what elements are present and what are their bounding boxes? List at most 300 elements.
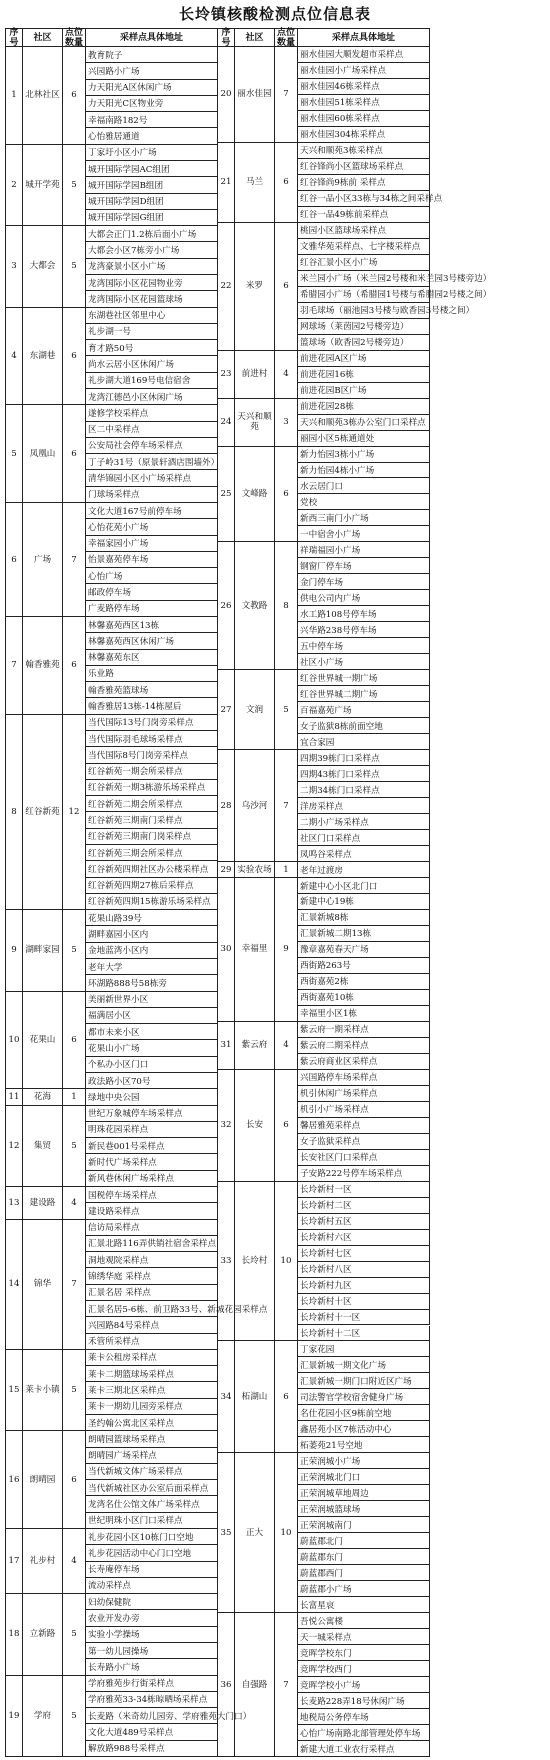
site-address: 社区小广场 [298,654,430,670]
site-address: 信访局采样点 [86,1220,218,1236]
site-address: 都市未来小区 [86,1024,218,1040]
site-address: 宜合家园 [298,734,430,750]
site-address: 学府雅苑33-34栋晾晒场采样点 [86,1692,218,1708]
site-address: 红谷世界城二期广场 [298,686,430,702]
row-number: 11 [6,1089,23,1105]
site-address: 竞晖学校西门 [298,1661,430,1677]
site-address: 红谷新苑四期社区办公楼采样点 [86,861,218,877]
community-name: 朗晴园 [23,1431,63,1529]
site-count: 6 [63,405,86,503]
site-address: 长坽新村七区 [298,1246,430,1262]
site-address: 清华锦园小区小广场采样点 [86,470,218,486]
site-address: 五中停车场 [298,638,430,654]
community-name: 北林社区 [23,47,63,145]
site-count: 7 [63,503,86,617]
site-count: 6 [275,143,298,223]
site-count: 5 [63,145,86,226]
community-name: 长安 [235,1070,275,1182]
row-number: 18 [6,1594,23,1675]
header-row-number: 序号 [218,29,235,47]
site-address: 紫云府商业区采样点 [298,1054,430,1070]
site-address: 洞地观院采样点 [86,1252,218,1268]
site-address: 湖畔嘉园小区内 [86,926,218,942]
site-address: 红谷新苑一期会所采样点 [86,764,218,780]
site-address: 红谷一品49栋前采样点 [298,207,430,223]
site-address: 长坽新村一区 [298,1182,430,1198]
site-address: 国税停车场采样点 [86,1187,218,1203]
site-address: 丁家圩小区小广场 [86,145,218,161]
site-count: 5 [63,1594,86,1675]
site-address: 丽水佳园大顺发超市采样点 [298,47,430,63]
site-address: 汇景北路116弄供销社宿舍采样点 [86,1236,218,1252]
row-number: 1 [6,47,23,145]
site-address: 钢窗厂停车场 [298,558,430,574]
site-address: 新民巷001号采样点 [86,1138,218,1154]
site-count: 5 [63,910,86,991]
site-address: 吾悦公寓楼 [298,1613,430,1629]
site-address: 区二中采样点 [86,422,218,438]
community-name: 幸福里 [235,878,275,1022]
site-address: 林馨嘉苑东区 [86,650,218,666]
site-address: 新时代广场采样点 [86,1154,218,1170]
site-address: 汇景新城一期文化广场 [298,1357,430,1373]
header-community: 社区 [23,29,63,47]
site-address: 老年大学 [86,959,218,975]
site-address: 门球场采样点 [86,487,218,503]
site-address: 龙湾江德邑小区休闲广场 [86,389,218,405]
site-address: 莱卡三期北区采样点 [86,1382,218,1398]
site-address: 机引小广场采样点 [298,1102,430,1118]
site-count: 7 [63,1220,86,1350]
site-address: 禾管所采样点 [86,1334,218,1350]
row-number: 23 [218,351,235,399]
site-address: 正荣润城小广场 [298,1453,430,1469]
site-address: 司法警官学校宿舍健身广场 [298,1389,430,1405]
site-address: 天一城采样点 [298,1629,430,1645]
community-name: 莱卡小镇 [23,1350,63,1431]
site-address: 丁家花园 [298,1341,430,1357]
site-count: 3 [275,399,298,447]
site-address: 希腊园小广场（希腊园1号楼与希腊园2号楼之间） [298,287,430,303]
site-address: 当代国际羽毛球场采样点 [86,731,218,747]
site-address: 凤鸣谷采样点 [298,846,430,862]
site-address: 心怡广场 [86,568,218,584]
community-name: 紫云府 [235,1022,275,1070]
site-count: 8 [275,542,298,670]
site-address: 红谷新苑一期3栋游乐场采样点 [86,780,218,796]
community-name: 天兴和顺苑 [235,399,275,447]
site-address: 怡景嘉苑停车场 [86,552,218,568]
site-address: 新力怡园3栋小广场 [298,447,430,463]
site-address: 公安局社会停车场采样点 [86,438,218,454]
site-address: 馨居雅苑采样点 [298,1118,430,1134]
community-name: 米罗 [235,223,275,351]
site-address: 前进花园B区广场 [298,383,430,399]
site-count: 6 [275,1070,298,1182]
site-count: 7 [275,1613,298,1757]
site-address: 莱卡公租房采样点 [86,1350,218,1366]
site-address: 林馨嘉苑西区休闲广场 [86,633,218,649]
site-address: 流动采样点 [86,1578,218,1594]
community-name: 建设路 [23,1187,63,1220]
community-name: 凤凰山 [23,405,63,503]
row-number: 14 [6,1220,23,1350]
site-count: 5 [63,1676,86,1757]
site-address: 莱卡一期幼儿园旁采样点 [86,1399,218,1415]
community-name: 广场 [23,503,63,617]
row-number: 7 [6,617,23,715]
site-address: 第一幼儿园操场 [86,1643,218,1659]
row-number: 34 [218,1341,235,1453]
site-address: 龙湾名仕公馆文体广场采样点 [86,1496,218,1512]
site-address: 汇景新城8栋 [298,910,430,926]
site-address: 农业开发办旁 [86,1610,218,1626]
community-name: 文润 [235,670,275,750]
header-site-count: 点位数量 [63,29,86,47]
site-address: 红谷新苑二期会所采样点 [86,796,218,812]
site-address: 蔚蓝郡西门 [298,1565,430,1581]
site-address: 个私办小区门口 [86,1057,218,1073]
site-address: 红谷新苑三期南门采样点 [86,812,218,828]
row-number: 8 [6,715,23,910]
site-address: 力天阳光A区休闲广场 [86,80,218,96]
site-address: 新风巷休闲广场采样点 [86,1171,218,1187]
site-address: 丽水佳园46栋采样点 [298,79,430,95]
site-address: 长安社区门口采样点 [298,1150,430,1166]
site-address: 二期34栋门口采样点 [298,782,430,798]
community-name: 花果山 [23,992,63,1090]
site-address: 世纪明珠小区门口采样点 [86,1513,218,1529]
site-address: 一中宿舍小广场 [298,526,430,542]
site-address: 女子监狱采样点 [298,1134,430,1150]
community-name: 文教路 [235,542,275,670]
site-address: 锦绣华庭 采样点 [86,1268,218,1284]
site-address: 圣约翰公寓北区采样点 [86,1415,218,1431]
site-address: 长富星哀 [298,1597,430,1613]
community-name: 前进村 [235,351,275,399]
site-address: 社区门口采样点 [298,830,430,846]
site-address: 长寿路小广场 [86,1659,218,1675]
row-number: 24 [218,399,235,447]
site-address: 竞晖学校小广场 [298,1677,430,1693]
site-address: 正荣润城篮球场 [298,1501,430,1517]
site-address: 长坽新村九区 [298,1278,430,1294]
site-address: 汇景新城一期门口附近区广场 [298,1373,430,1389]
community-name: 文峰路 [235,447,275,543]
row-number: 29 [218,862,235,878]
site-address: 城开国际学园B组团 [86,177,218,193]
site-count: 7 [275,750,298,862]
site-address: 乐业路 [86,666,218,682]
community-name: 实验农场 [235,862,275,878]
site-address: 红谷新苑四期27栋后采样点 [86,878,218,894]
header-row-number: 序号 [6,29,23,47]
site-address: 前进花园A区广场 [298,351,430,367]
site-address: 长坽新村五区 [298,1214,430,1230]
row-number: 19 [6,1676,23,1757]
site-address: 长坽新村十一区 [298,1310,430,1326]
site-count: 1 [63,1089,86,1105]
site-address: 西街嘉苑10栋 [298,990,430,1006]
site-address: 力天阳光C区物业旁 [86,96,218,112]
site-address: 当代国际8号门岗旁采样点 [86,747,218,763]
row-number: 27 [218,670,235,750]
community-name: 集贸 [23,1106,63,1187]
header-site-address: 采样点具体地址 [86,29,218,47]
site-address: 东湖巷社区邻里中心 [86,308,218,324]
site-address: 祥瑞福园小广场 [298,542,430,558]
site-address: 礼步湖一号 [86,324,218,340]
site-address: 新西三南门小广场 [298,510,430,526]
info-table [5,27,492,1757]
site-address: 文化大道167号前停车场 [86,503,218,519]
site-count: 1 [275,862,298,878]
site-address: 四期43栋门口采样点 [298,766,430,782]
site-address: 林馨嘉苑西区13栋 [86,617,218,633]
site-address: 天兴和顺苑3栋办公室门口采样点 [298,415,430,431]
site-address: 蔚蓝郡东门 [298,1549,430,1565]
site-count: 5 [63,226,86,307]
community-name: 乌沙河 [235,750,275,862]
community-name: 丽水佳园 [235,47,275,143]
community-name: 马兰 [235,143,275,223]
site-address: 当代新城文体广场采样点 [86,1464,218,1480]
site-address: 红谷新苑四期15栋游乐场采样点 [86,894,218,910]
site-address: 四期39栋门口采样点 [298,750,430,766]
row-number: 6 [6,503,23,617]
site-address: 正荣润城草地周边 [298,1485,430,1501]
site-address: 政法路小区70号 [86,1073,218,1089]
page-title: 长坽镇核酸检测点位信息表 [178,5,371,23]
site-count: 4 [275,1022,298,1070]
site-address: 红谷汇景小区小广场 [298,255,430,271]
site-count: 12 [63,715,86,910]
site-address: 米兰园小广场（米兰园2号楼和米兰园3号楼旁边） [298,271,430,287]
site-address: 心怡雅居通道 [86,128,218,144]
community-name: 长坽村 [235,1182,275,1342]
site-count: 6 [63,617,86,715]
community-name: 湖畔家园 [23,910,63,991]
site-address: 汇景名居 采样点 [86,1285,218,1301]
site-address: 长坽新村十区 [298,1294,430,1310]
site-address: 党校 [298,494,430,510]
site-address: 丽水佳园小广场采样点 [298,63,430,79]
site-address: 实验小学操场 [86,1627,218,1643]
community-name: 正大 [235,1453,275,1613]
site-address: 当代新城社区办公室后面采样点 [86,1480,218,1496]
site-address: 红谷新苑三期南门岗采样点 [86,829,218,845]
row-number: 10 [6,992,23,1090]
site-address: 地税局公务停车场 [298,1709,430,1725]
site-count: 6 [275,223,298,351]
row-number: 15 [6,1350,23,1431]
site-address: 长麦路（米奇幼儿园旁、学府雅苑大门口） [86,1708,218,1724]
site-address: 红谷世界城一期广场 [298,670,430,686]
site-count: 9 [275,878,298,1022]
site-address: 朗晴园篮球场采样点 [86,1431,218,1447]
site-address: 礼步花园活动中心门口空地 [86,1545,218,1561]
site-address: 兴园路小广场 [86,63,218,79]
site-address: 城开国际学园D组团 [86,194,218,210]
site-address: 新建中心19栋 [298,894,430,910]
community-name: 礼步村 [23,1529,63,1594]
site-address: 莱卡二期篮球场采样点 [86,1366,218,1382]
site-address: 城开国际学园G组团 [86,210,218,226]
site-address: 兴国路停车场采样点 [298,1070,430,1086]
row-number: 13 [6,1187,23,1220]
row-number: 30 [218,878,235,1022]
site-count: 4 [275,351,298,399]
site-address: 幸福南路182号 [86,112,218,128]
site-address: 解放路988号采样点 [86,1741,218,1757]
site-address: 百福嘉苑广场 [298,702,430,718]
site-address: 天兴和顺苑3栋采样点 [298,143,430,159]
site-address: 竞晖学校东门 [298,1645,430,1661]
site-address: 丽园小区5栋通道处 [298,431,430,447]
community-name: 翰香雅苑 [23,617,63,715]
site-address: 老年过渡房 [298,862,430,878]
row-number: 12 [6,1106,23,1187]
site-address: 城开国际学园AC组团 [86,161,218,177]
site-address: 二期小广场采样点 [298,814,430,830]
site-address: 柘萎苑21号空地 [298,1437,430,1453]
row-number: 31 [218,1022,235,1070]
site-address: 长麦路228弄18号休闲广场 [298,1693,430,1709]
row-number: 25 [218,447,235,543]
site-address: 大都会正门1.2栋后面小广场 [86,226,218,242]
site-address: 长坽新村六区 [298,1230,430,1246]
row-number: 26 [218,542,235,670]
site-address: 龙湾豪景小区小广场 [86,259,218,275]
site-address: 建设路采样点 [86,1203,218,1219]
site-address: 丁子岭31号（原景轩酒店围墙外） [86,454,218,470]
site-address: 长坽新村二区 [298,1198,430,1214]
site-address: 兴华路238号停车场 [298,622,430,638]
site-address: 紫云府一期采样点 [298,1022,430,1038]
row-number: 36 [218,1613,235,1757]
row-number: 35 [218,1453,235,1613]
site-count: 6 [63,992,86,1090]
site-address: 红谷锋尚9栋前 采样点 [298,175,430,191]
site-address: 西街嘉苑2栋 [298,974,430,990]
site-address: 兴园路84号采样点 [86,1317,218,1333]
site-address: 育才路50号 [86,340,218,356]
community-name: 自强路 [235,1613,275,1757]
site-address: 龙湾国际小区花园篮球场 [86,291,218,307]
site-address: 当代国际13号门岗旁采样点 [86,715,218,731]
site-address: 名仕花园小区9栋前空地 [298,1405,430,1421]
row-number: 9 [6,910,23,991]
site-address: 龙湾国际小区花园物业旁 [86,275,218,291]
site-address: 金门停车场 [298,574,430,590]
site-address: 长寿庵停车场 [86,1562,218,1578]
header-site-address: 采样点具体地址 [298,29,430,47]
site-count: 10 [275,1453,298,1613]
site-address: 大都会小区7栋旁小广场 [86,242,218,258]
site-count: 10 [275,1182,298,1342]
site-address: 红谷锋尚小区篮球场采样点 [298,159,430,175]
site-address: 篮球场（欧香园2号楼旁边） [298,335,430,351]
site-count: 5 [275,670,298,750]
site-address: 心怡花苑小广场 [86,519,218,535]
site-address: 礼步湖大道169号电信宿舍 [86,373,218,389]
site-address: 礼步花园小区10栋门口空地 [86,1529,218,1545]
site-count: 4 [63,1187,86,1220]
site-address: 尚水云居小区休闲广场 [86,356,218,372]
header-community: 社区 [235,29,275,47]
site-count: 6 [275,447,298,543]
site-address: 文化大道489号采样点 [86,1724,218,1740]
site-address: 丽水佳园51栋采样点 [298,95,430,111]
site-address: 学府雅苑步行街采样点 [86,1676,218,1692]
site-count: 6 [275,1341,298,1453]
row-number: 20 [218,47,235,143]
site-address: 翰香雅居13栋-14栋屋后 [86,698,218,714]
site-count: 4 [63,1529,86,1594]
row-number: 4 [6,308,23,406]
site-address: 心怡广场南路北部管理处停车场 [298,1725,430,1741]
site-address: 邮政停车场 [86,584,218,600]
site-count: 5 [63,1106,86,1187]
row-number: 22 [218,223,235,351]
site-address: 正荣润城北门口 [298,1469,430,1485]
site-address: 女子监狱8栋前面空地 [298,718,430,734]
site-address: 新力怡园4栋小广场 [298,463,430,479]
community-name: 锦华 [23,1220,63,1350]
site-count: 5 [63,1350,86,1431]
site-address: 朗晴园广场采样点 [86,1448,218,1464]
site-address: 紫云府二期采样点 [298,1038,430,1054]
site-address: 广麦路停车场 [86,601,218,617]
site-address: 丽水佳园304栋采样点 [298,127,430,143]
community-name: 学府 [23,1676,63,1757]
site-address: 红谷一品小区33栋与34栋之间采样点 [298,191,430,207]
site-count: 6 [63,47,86,145]
site-address: 西街路263号 [298,958,430,974]
site-address: 豫章嘉苑春天广场 [298,942,430,958]
site-address: 红谷新苑三期会所采样点 [86,845,218,861]
community-name: 城开学苑 [23,145,63,226]
site-count: 6 [63,308,86,406]
row-number: 5 [6,405,23,503]
site-address: 前进花园16栋 [298,367,430,383]
site-address: 花果山小广场 [86,1040,218,1056]
site-address: 世纪万象城停车场采样点 [86,1106,218,1122]
site-address: 正荣润城南门 [298,1517,430,1533]
site-address: 妇幼保健院 [86,1594,218,1610]
site-address: 遂修学校采样点 [86,405,218,421]
community-name: 柘湖山 [235,1341,275,1453]
site-address: 幸福家园小广场 [86,536,218,552]
site-address: 汇景名居5-6栋、前卫路33号、新城花园采样点 [86,1301,218,1317]
site-address: 幸福里小区1栋 [298,1006,430,1022]
site-address: 丽水佳园60栋采样点 [298,111,430,127]
row-number: 21 [218,143,235,223]
site-address: 文雅华苑采样点、七字楼采样点 [298,239,430,255]
site-address: 翰香雅苑篮球场 [86,682,218,698]
community-name: 东湖巷 [23,308,63,406]
site-address: 鑫居苑小区7栋活动中心 [298,1421,430,1437]
site-address: 长坽新村十二区 [298,1326,430,1342]
site-address: 蔚蓝郡北门 [298,1533,430,1549]
site-address: 花果山路39号 [86,910,218,926]
site-address: 供电公司内广场 [298,590,430,606]
site-address: 新建中心小区北门口 [298,878,430,894]
community-name: 红谷新苑 [23,715,63,910]
site-address: 明珠花园采样点 [86,1122,218,1138]
community-name: 花海 [23,1089,63,1105]
row-number: 28 [218,750,235,862]
